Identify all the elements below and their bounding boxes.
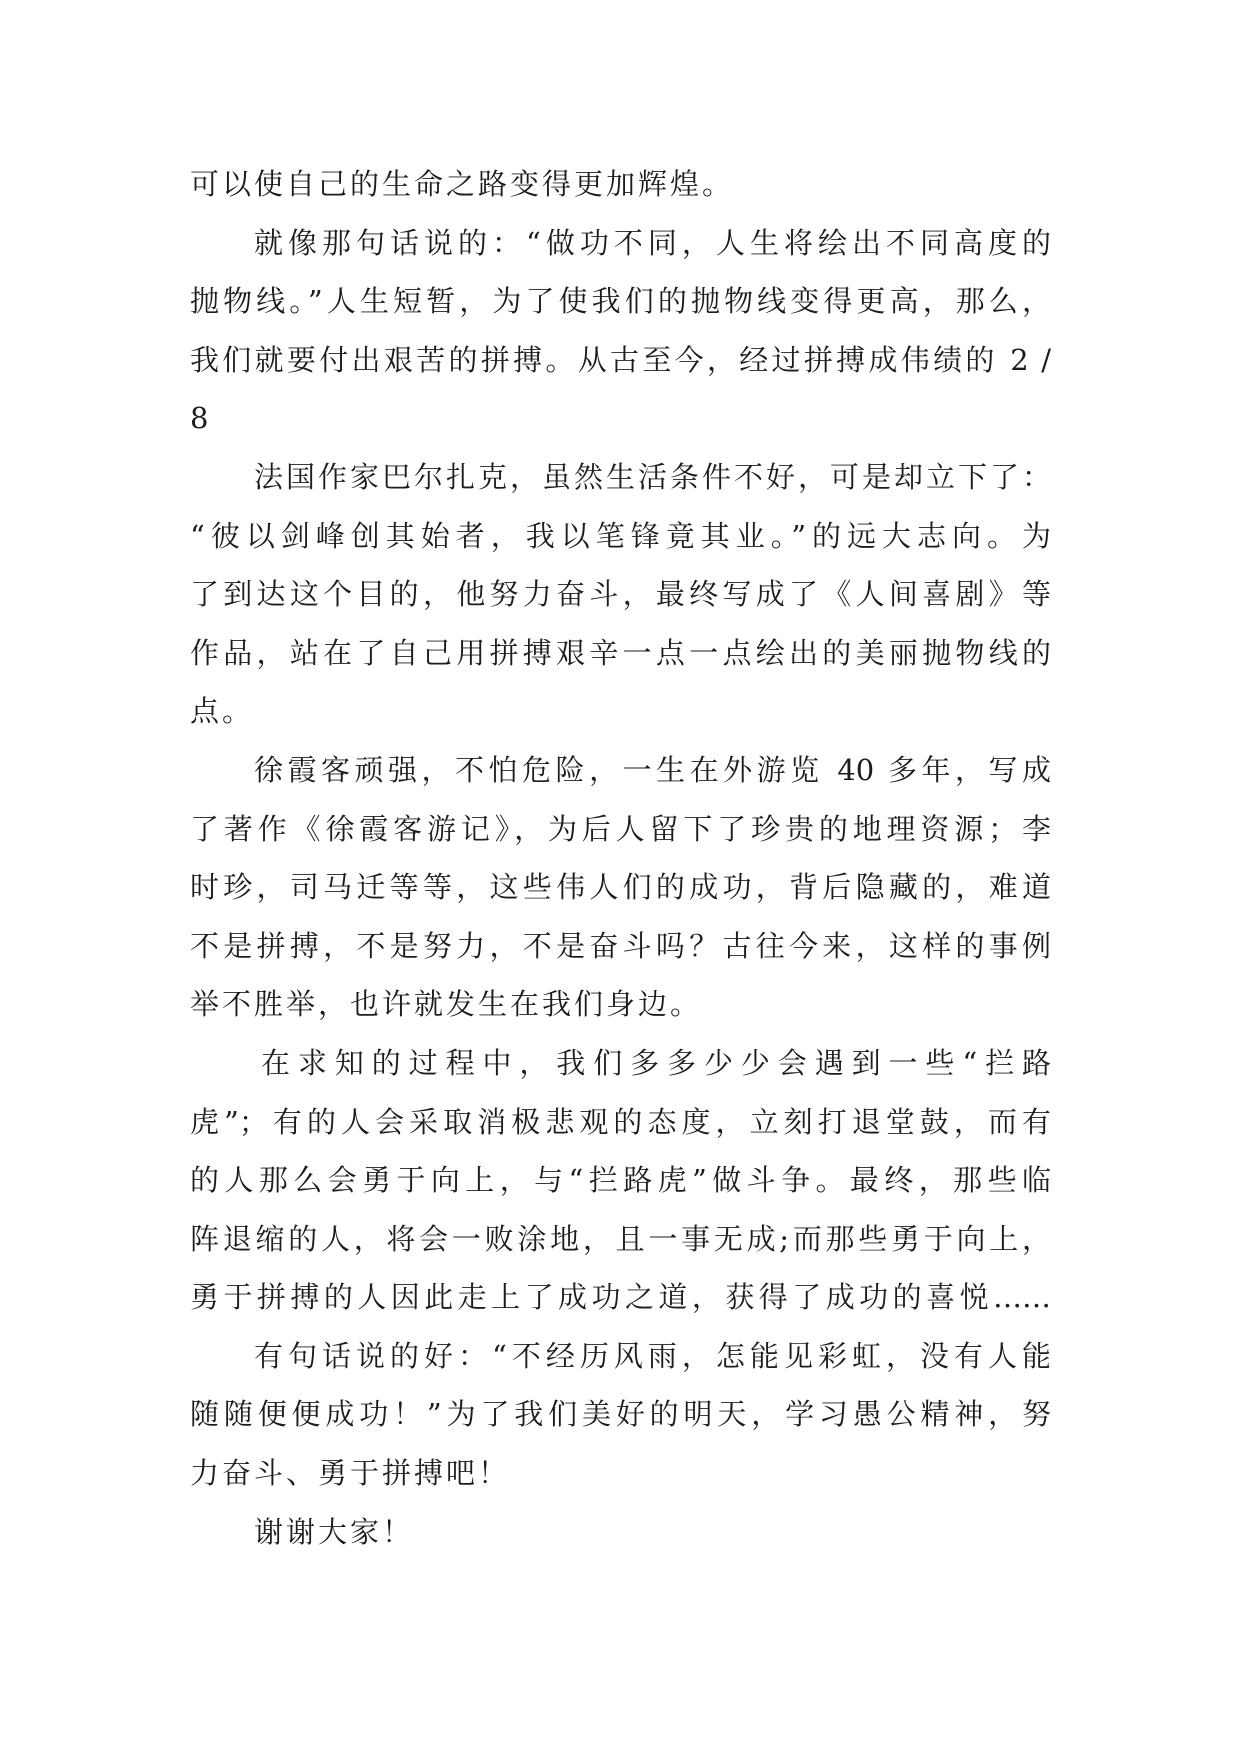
text-line: 8 (190, 401, 212, 436)
text-line: 的人那么会勇于向上，与“拦路虎”做斗争。最终，那些临 (190, 1163, 1051, 1198)
text-line: 我们就要付出艰苦的拼搏。从古至今，经过拼搏成伟绩的 2 / (190, 342, 1051, 377)
text-line: 作品，站在了自己用拼搏艰辛一点一点绘出的美丽抛物线的 (190, 635, 1051, 670)
paragraph (190, 741, 1051, 1034)
text-line: 时珍，司马迁等等，这些伟人们的成功，背后隐藏的，难道 (190, 870, 1051, 905)
text-line: 了到达这个目的，他努力奋斗，最终写成了《人间喜剧》等 (190, 577, 1051, 612)
text-line: 点。 (190, 694, 255, 729)
text-line: 徐霞客顽强，不怕危险，一生在外游览 40 多年，写成 (254, 752, 1051, 787)
text-line: 力奋斗、勇于拼搏吧！ (190, 1456, 511, 1491)
paragraph (190, 1503, 1051, 1562)
closing-line: 谢谢大家！ (254, 1514, 415, 1549)
text-line: 抛物线。”人生短暂，为了使我们的抛物线变得更高，那么， (190, 284, 1051, 319)
text-line: 不是拼搏，不是努力，不是奋斗吗？古往今来，这样的事例 (190, 928, 1051, 963)
text-line: 阵退缩的人，将会一败涂地，且一事无成;而那些勇于向上， (190, 1221, 1051, 1256)
paragraph (190, 1034, 1051, 1327)
text-line: 法国作家巴尔扎克，虽然生活条件不好，可是却立下了： (254, 459, 1051, 494)
text-line: 可以使自己的生命之路变得更加辉煌。 (190, 167, 735, 201)
text-line: 在求知的过程中，我们多多少少会遇到一些“拦路 (261, 1045, 1051, 1080)
body-text (190, 155, 1051, 1561)
paragraph (190, 214, 1051, 448)
text-line: 了著作《徐霞客游记》，为后人留下了珍贵的地理资源；李 (190, 811, 1051, 846)
text-line: 举不胜举，也许就发生在我们身边。 (190, 987, 703, 1022)
text-line: “彼以剑峰创其始者，我以笔锋竟其业。”的远大志向。为 (190, 518, 1051, 553)
paragraph (190, 155, 1051, 214)
text-line: 随随便便成功！”为了我们美好的明天，学习愚公精神，努 (190, 1397, 1051, 1432)
text-line: 就像那句话说的：“做功不同，人生将绘出不同高度的 (254, 225, 1051, 260)
paragraph (190, 1327, 1051, 1503)
paragraph (190, 448, 1051, 741)
text-line: 勇于拼搏的人因此走上了成功之道，获得了成功的喜悦…… (190, 1280, 1051, 1315)
text-line: 有句话说的好：“不经历风雨，怎能见彩虹，没有人能 (254, 1338, 1051, 1373)
text-line: 虎”；有的人会采取消极悲观的态度，立刻打退堂鼓，而有 (190, 1104, 1051, 1139)
